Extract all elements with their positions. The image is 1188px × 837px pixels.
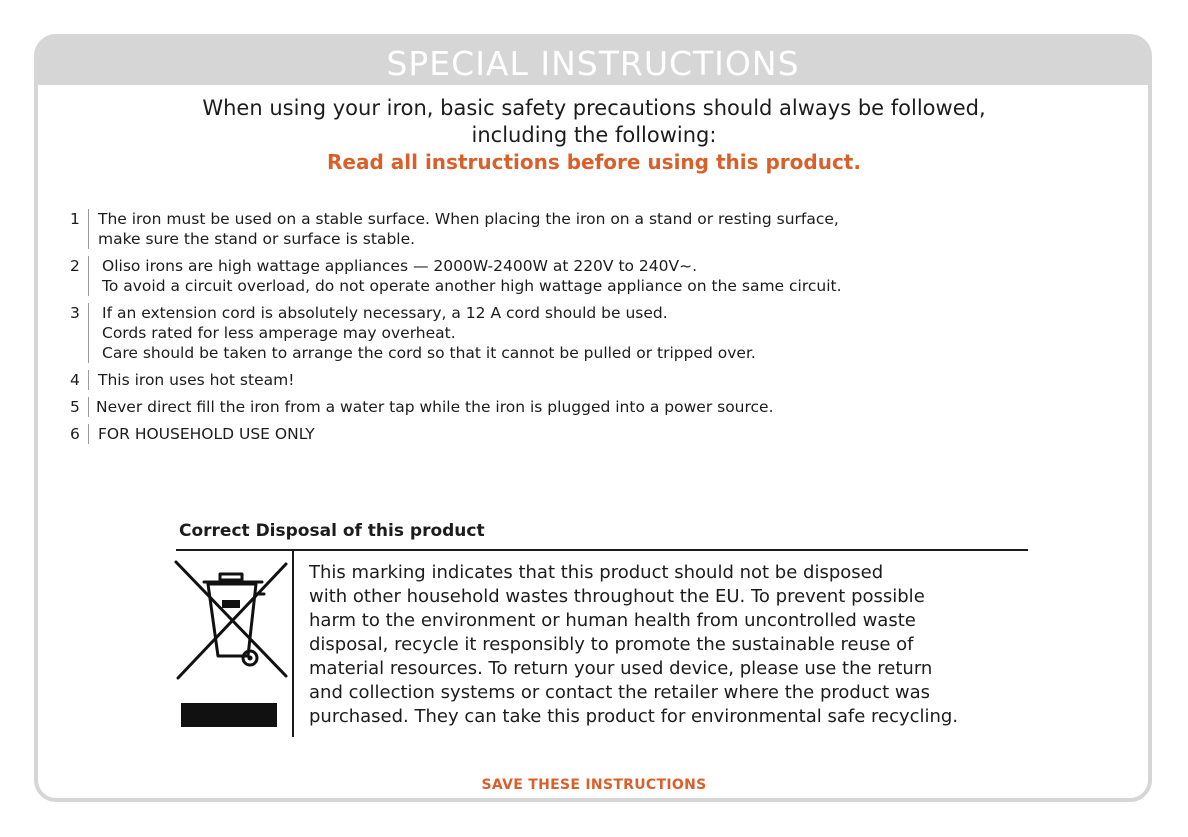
crossed-out-wheelie-bin-icon bbox=[174, 560, 290, 682]
divider bbox=[292, 551, 294, 737]
item-text: The iron must be used on a stable surface. When placing the iron on a stand or resting surface, make sure the stand or surface is stable. bbox=[88, 209, 839, 249]
divider bbox=[176, 549, 1028, 551]
disposal-line: and collection systems or contact the retailer where the product was bbox=[309, 682, 931, 703]
item-text: This iron uses hot steam! bbox=[88, 370, 294, 390]
list-item bbox=[70, 256, 990, 296]
item-number: 2 bbox=[70, 257, 80, 275]
read-instructions-warning: Read all instructions before using this product. bbox=[327, 150, 861, 174]
disposal-heading: Correct Disposal of this product bbox=[179, 521, 485, 541]
list-item bbox=[70, 370, 990, 390]
item-number: 6 bbox=[70, 425, 80, 443]
weee-bar bbox=[181, 703, 277, 727]
intro-line-2: including the following: bbox=[471, 123, 717, 147]
disposal-line: This marking indicates that this product should not be disposed bbox=[309, 562, 884, 583]
disposal-line: material resources. To return your used device, please use the return bbox=[309, 658, 933, 679]
item-number: 5 bbox=[70, 398, 80, 416]
item-number: 4 bbox=[70, 371, 80, 389]
item-text: Oliso irons are high wattage appliances — 2000W-2400W at 220V to 240V~. To avoid a circuit overload, do not operate another high wattage appliance on the same circuit. bbox=[88, 256, 842, 296]
list-item bbox=[70, 397, 990, 417]
list-item bbox=[70, 303, 990, 363]
item-number: 1 bbox=[70, 210, 80, 228]
disposal-line: harm to the environment or human health from uncontrolled waste bbox=[309, 610, 916, 631]
disposal-line: disposal, recycle it responsibly to promote the sustainable reuse of bbox=[309, 634, 914, 655]
intro-line-1: When using your iron, basic safety precautions should always be followed, bbox=[202, 96, 986, 120]
item-number: 3 bbox=[70, 304, 80, 322]
save-instructions-note: SAVE THESE INSTRUCTIONS bbox=[481, 777, 707, 793]
instruction-list bbox=[70, 209, 990, 451]
list-item bbox=[70, 209, 990, 249]
disposal-text bbox=[309, 561, 1029, 729]
item-text: If an extension cord is absolutely necessary, a 12 A cord should be used. Cords rated for less amperage may overheat. Care should be taken to arrange the cord so that it cannot be pulled or tripped over. bbox=[88, 303, 756, 363]
title-banner bbox=[38, 38, 1148, 85]
item-text: Never direct fill the iron from a water tap while the iron is plugged into a power source. bbox=[88, 397, 774, 417]
item-text: FOR HOUSEHOLD USE ONLY bbox=[88, 424, 315, 444]
disposal-line: purchased. They can take this product for environmental safe recycling. bbox=[309, 706, 959, 727]
disposal-line: with other household wastes throughout the EU. To prevent possible bbox=[309, 586, 925, 607]
page-title: SPECIAL INSTRUCTIONS bbox=[386, 44, 800, 83]
list-item bbox=[70, 424, 990, 444]
